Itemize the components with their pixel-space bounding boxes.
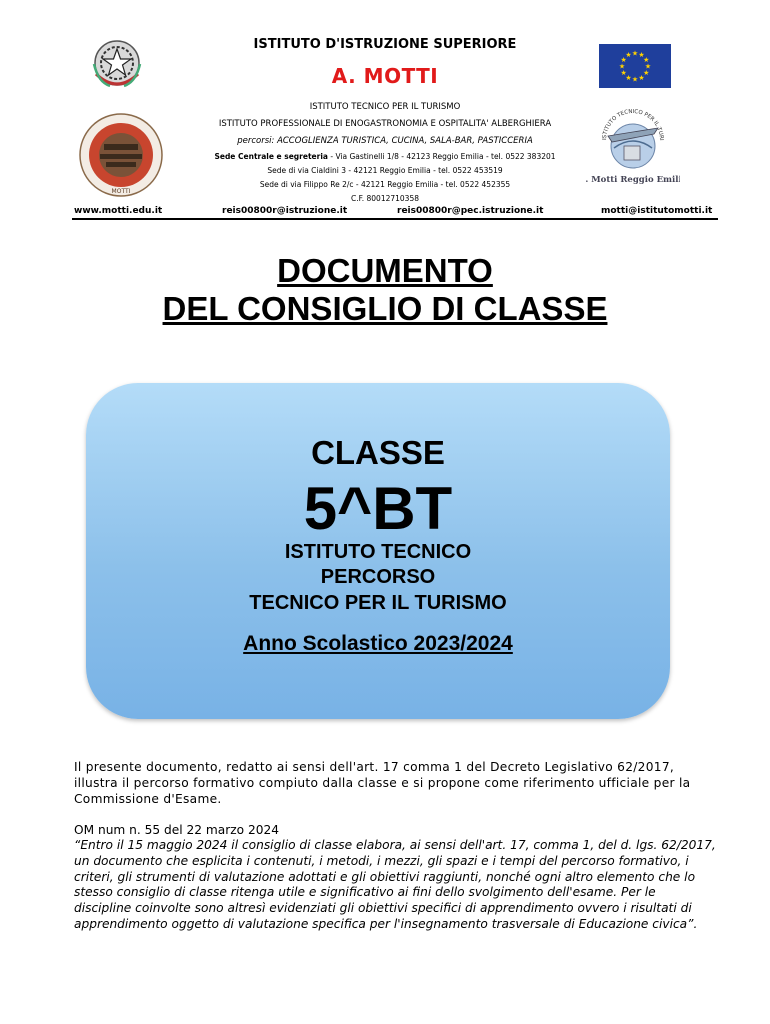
italian-republic-emblem-icon: [88, 34, 146, 92]
box-line-course: PERCORSO: [320, 566, 436, 588]
om-reference: OM num n. 55 del 22 marzo 2024: [74, 823, 280, 837]
header-line-courses: percorsi: ACCOGLIENZA TURISTICA, CUCINA, SALA-BAR, PASTICCERIA: [237, 136, 533, 146]
intro-paragraph: Il presente documento, redatto ai sensi dell'art. 17 comma 1 del Decreto Legislativo 62/2017, illustra il percorso formativo compiuto dalla classe e si propone come riferimento ufficiale per la Commissione d'Esame.: [74, 760, 691, 806]
school-year: Anno Scolastico 2023/2024: [243, 632, 513, 655]
header-line-filippo-re: Sede di via Filippo Re 2/c - 42121 Reggio Emilia - tel. 0522 452355: [259, 180, 511, 189]
school-type-heading: ISTITUTO D'ISTRUZIONE SUPERIORE: [253, 37, 517, 52]
motti-school-seal-icon: [78, 112, 164, 198]
eu-star-icon: ★: [643, 70, 650, 77]
header-line-tourism: ISTITUTO TECNICO PER IL TURISMO: [309, 102, 461, 112]
eu-star-icon: ★: [618, 63, 626, 71]
class-code: 5^BT: [303, 475, 453, 542]
eu-star-icon: ★: [643, 57, 650, 64]
document-title-line2: DEL CONSIGLIO DI CLASSE: [162, 290, 608, 327]
eu-star-icon: ★: [644, 63, 652, 71]
left-logo-text: MOTTI: [111, 188, 131, 195]
eu-star-icon: ★: [638, 74, 645, 82]
main-seat-label: Sede Centrale e segreteria: [214, 152, 328, 161]
website-link[interactable]: www.motti.edu.it: [74, 206, 163, 216]
header-line-tax-code: C.F. 80012710358: [351, 194, 419, 203]
class-label: CLASSE: [311, 434, 445, 471]
right-logo-text: Motti Reggio Emil: [591, 175, 679, 185]
eu-star-icon: ★: [638, 52, 645, 60]
school-name-heading: A. MOTTI: [331, 64, 439, 88]
eu-star-icon: ★: [620, 57, 627, 64]
header-line-main-seat: [160, 152, 610, 161]
eu-star-icon: ★: [625, 52, 632, 60]
info-email-link[interactable]: motti@istitutomotti.it: [601, 206, 713, 216]
om-quote-paragraph: “Entro il 15 maggio 2024 il consiglio di classe elabora, ai sensi dell'art. 17, comma 1, del d. lgs. 62/2017, un documento che esplicita i contenuti, i metodi, i mezzi, gli spazi e i tempi del percorso formativo, i criteri, gli strumenti di valutazione adottati e gli obiettivi raggiunti, nonché ogni altro elemento che lo stesso consiglio di classe ritenga utile e significativo ai fini dello svolgimento dell'esame. Per le discipline coinvolte sono altresì evidenziati gli obiettivi specifici di apprendimento ovvero i risultati di apprendimento oggetto di valutazione specifica per l'insegnamento trasversale di Educazione civica”.: [74, 838, 716, 931]
right-logo-arc-text: ISTITUTO TECNICO PER IL TURI: [601, 108, 665, 141]
header-line-cialdini: Sede di via Cialdini 3 - 42121 Reggio Emilia - tel. 0522 453519: [267, 166, 503, 175]
email-link[interactable]: reis00800r@istruzione.it: [222, 206, 348, 216]
pec-email-link[interactable]: reis00800r@pec.istruzione.it: [397, 206, 544, 216]
box-line-institute: ISTITUTO TECNICO: [284, 541, 472, 563]
header-divider: [72, 218, 718, 220]
box-line-tourism: TECNICO PER IL TURISMO: [249, 592, 507, 614]
eu-star-icon: ★: [631, 50, 639, 58]
eu-star-icon: ★: [620, 70, 627, 77]
eu-flag-icon: [599, 44, 671, 88]
eu-star-icon: ★: [631, 76, 639, 84]
document-title-line1: DOCUMENTO: [277, 252, 493, 289]
eu-star-icon: ★: [625, 74, 632, 82]
header-line-hospitality: ISTITUTO PROFESSIONALE DI ENOGASTRONOMIA E OSPITALITA' ALBERGHIERA: [218, 119, 552, 129]
main-seat-address: - Via Gastinelli 1/8 - 42123 Reggio Emilia - tel. 0522 383201: [327, 152, 556, 161]
